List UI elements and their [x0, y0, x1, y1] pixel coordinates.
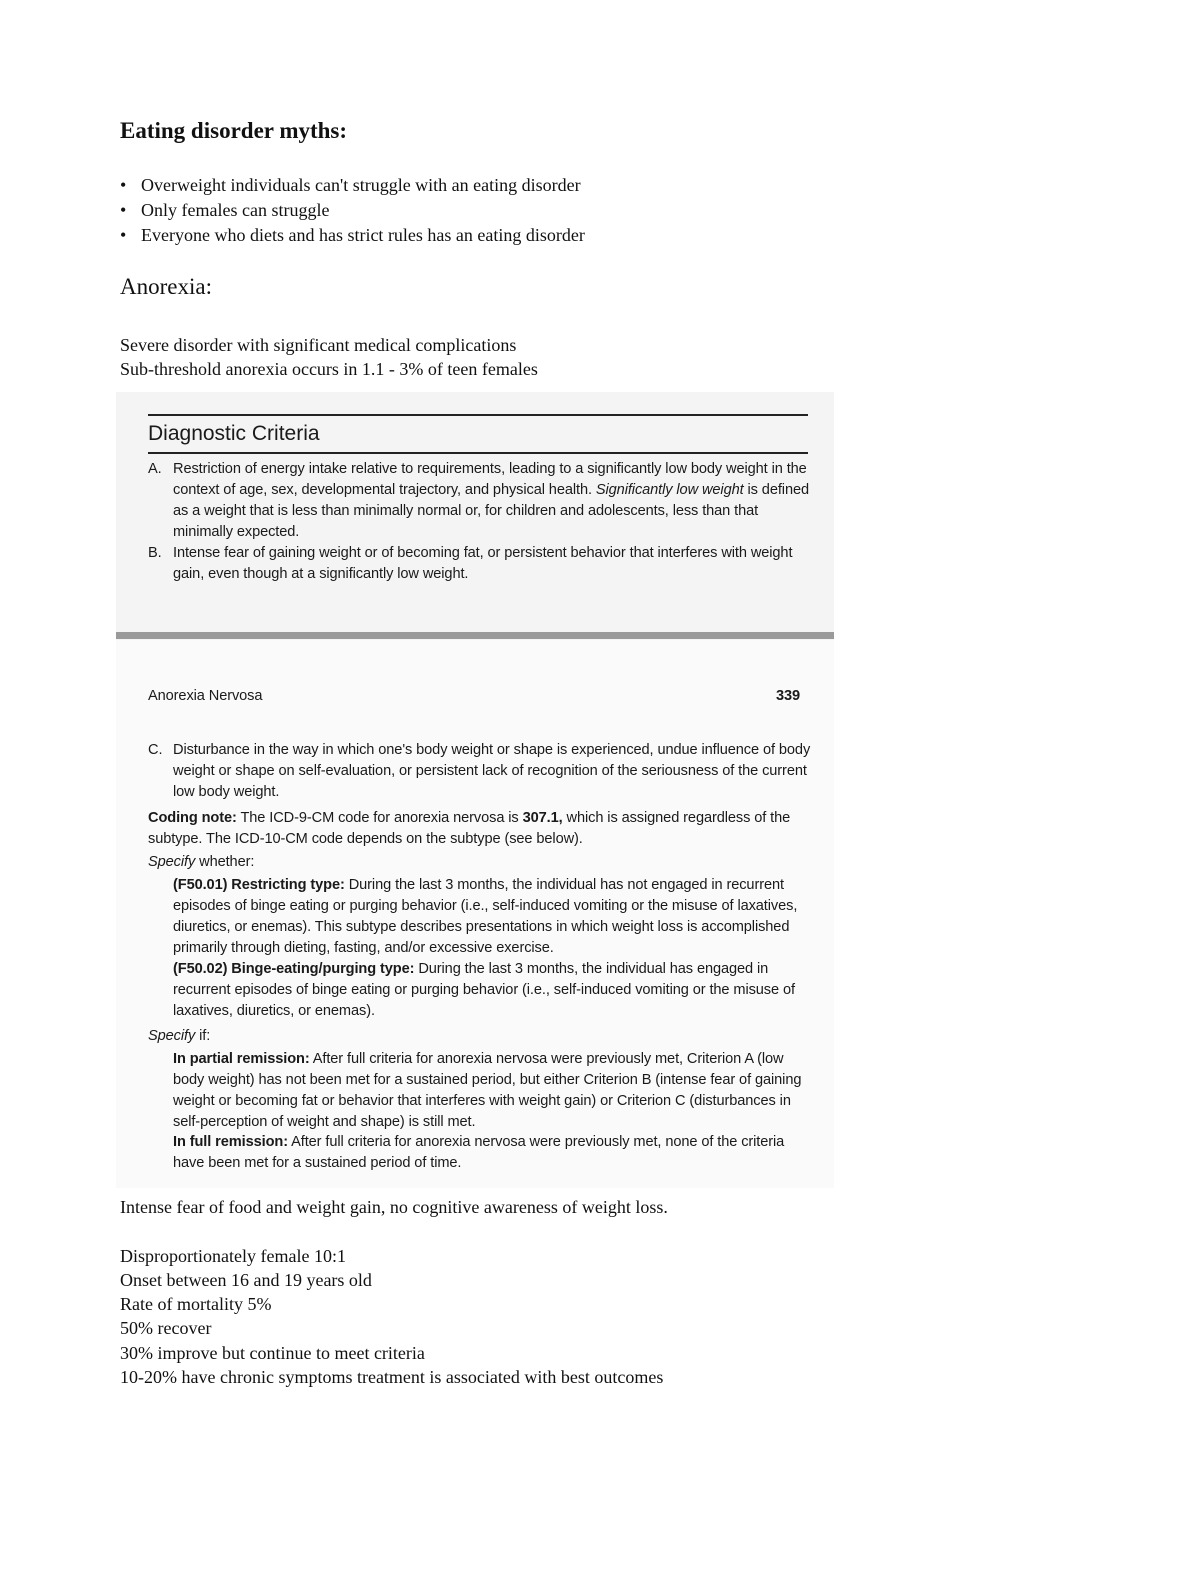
specifier-text: After full criteria for anorexia nervosa were previously met, none of the criteria have been met for a sustained period of time.: [173, 1134, 785, 1171]
specify-whether: [148, 852, 812, 873]
note-line: 10-20% have chronic symptoms treatment is associated with best outcomes: [120, 1367, 664, 1387]
criterion-letter: C.: [148, 742, 163, 758]
document-title: Eating disorder myths:: [120, 118, 348, 143]
subtype-text: During the last 3 months, the individual has not engaged in recurrent episodes of binge eating or purging behavior (i.e., self-induced vomiting or the misuse of laxatives, diuretics, or enemas). This subtype describes presentations in which weight loss is accomplished primarily through dieting, fasting, and/or excessive exercise.: [173, 877, 798, 956]
note-line: Rate of mortality 5%: [120, 1294, 272, 1314]
section-heading-anorexia: Anorexia:: [120, 274, 212, 299]
specifier-partial-remission: [173, 1049, 813, 1133]
subtype-label: (F50.01) Restricting type:: [173, 877, 345, 893]
page-number: 339: [776, 688, 801, 704]
note-line: Intense fear of food and weight gain, no cognitive awareness of weight loss.: [120, 1197, 668, 1217]
subtype-text: During the last 3 months, the individual has engaged in recurrent episodes of binge eating or purging behavior (i.e., self-induced vomiting or the misuse of laxatives, diuretics, or enemas).: [173, 961, 795, 1019]
specify-text: whether:: [195, 854, 255, 870]
criterion-c: [148, 740, 812, 803]
criterion-italic-term: Significantly low weight: [595, 482, 744, 498]
list-item: • Only females can struggle: [120, 198, 585, 223]
dsm-heading: Diagnostic Criteria: [148, 422, 320, 445]
subtype-binge-purging: [173, 959, 813, 1022]
dsm-excerpt-image-1: [116, 392, 834, 640]
list-item: • Everyone who diets and has strict rules has an eating disorder: [120, 223, 585, 248]
icd-code: 307.1,: [522, 810, 563, 826]
criterion-text: Restriction of energy intake relative to requirements, leading to a significantly low body weight in the context of age, sex, developmental trajectory, and physical health.: [173, 461, 807, 498]
note-line: Disproportionately female 10:1: [120, 1246, 346, 1266]
specifier-text: After full criteria for anorexia nervosa were previously met, Criterion A (low body weight) has not been met for a sustained period, but either Criterion B (intense fear of gaining weight or becoming fat or behavior that interferes with weight gain) or Criterion C (disturbances in self-perception of weight and shape) is still met.: [173, 1051, 802, 1130]
note-line: Onset between 16 and 19 years old: [120, 1270, 372, 1290]
criterion-letter: B.: [148, 545, 162, 561]
myths-list: [120, 173, 585, 248]
page-break-bar: [116, 632, 834, 639]
subtype-label: (F50.02) Binge-eating/purging type:: [173, 961, 415, 977]
specify-if: [148, 1026, 812, 1047]
criterion-letter: A.: [148, 461, 162, 477]
criterion-b: [148, 543, 812, 585]
list-item: • Overweight individuals can't struggle with an eating disorder: [120, 173, 585, 198]
note-line: 50% recover: [120, 1318, 212, 1338]
anorexia-intro-line: Severe disorder with significant medical complications: [120, 335, 517, 355]
rule-divider: [148, 414, 808, 416]
running-head: Anorexia Nervosa: [148, 688, 263, 704]
rule-divider: [148, 452, 808, 454]
coding-note-text: which is assigned regardless of the subtype. The ICD-10-CM code depends on the subtype (see below).: [148, 810, 791, 847]
specify-text: if:: [195, 1028, 211, 1044]
criterion-text: Intense fear of gaining weight or of becoming fat, or persistent behavior that interferes with weight gain, even though at a significantly low weight.: [173, 545, 793, 582]
coding-note-label: Coding note:: [148, 810, 237, 826]
specifier-full-remission: [173, 1132, 813, 1174]
specify-label: Specify: [148, 1028, 196, 1044]
criterion-text: Disturbance in the way in which one's body weight or shape is experienced, undue influence of body weight or shape on self-evaluation, or persistent lack of recognition of the seriousness of the current low body weight.: [173, 742, 811, 800]
note-line: 30% improve but continue to meet criteria: [120, 1343, 425, 1363]
anorexia-intro-line: Sub-threshold anorexia occurs in 1.1 - 3% of teen females: [120, 359, 538, 379]
coding-note-text: The ICD-9-CM code for anorexia nervosa is: [236, 810, 523, 826]
criterion-a: [148, 459, 812, 543]
dsm-excerpt-image-2: [116, 640, 834, 1188]
specifier-label: In partial remission:: [173, 1051, 310, 1067]
coding-note: [148, 808, 812, 850]
criterion-text: is defined as a weight that is less than minimally normal or, for children and adolescents, less than that minimally expected.: [173, 482, 809, 540]
specify-label: Specify: [148, 854, 196, 870]
subtype-restricting: [173, 875, 813, 959]
specifier-label: In full remission:: [173, 1134, 288, 1150]
